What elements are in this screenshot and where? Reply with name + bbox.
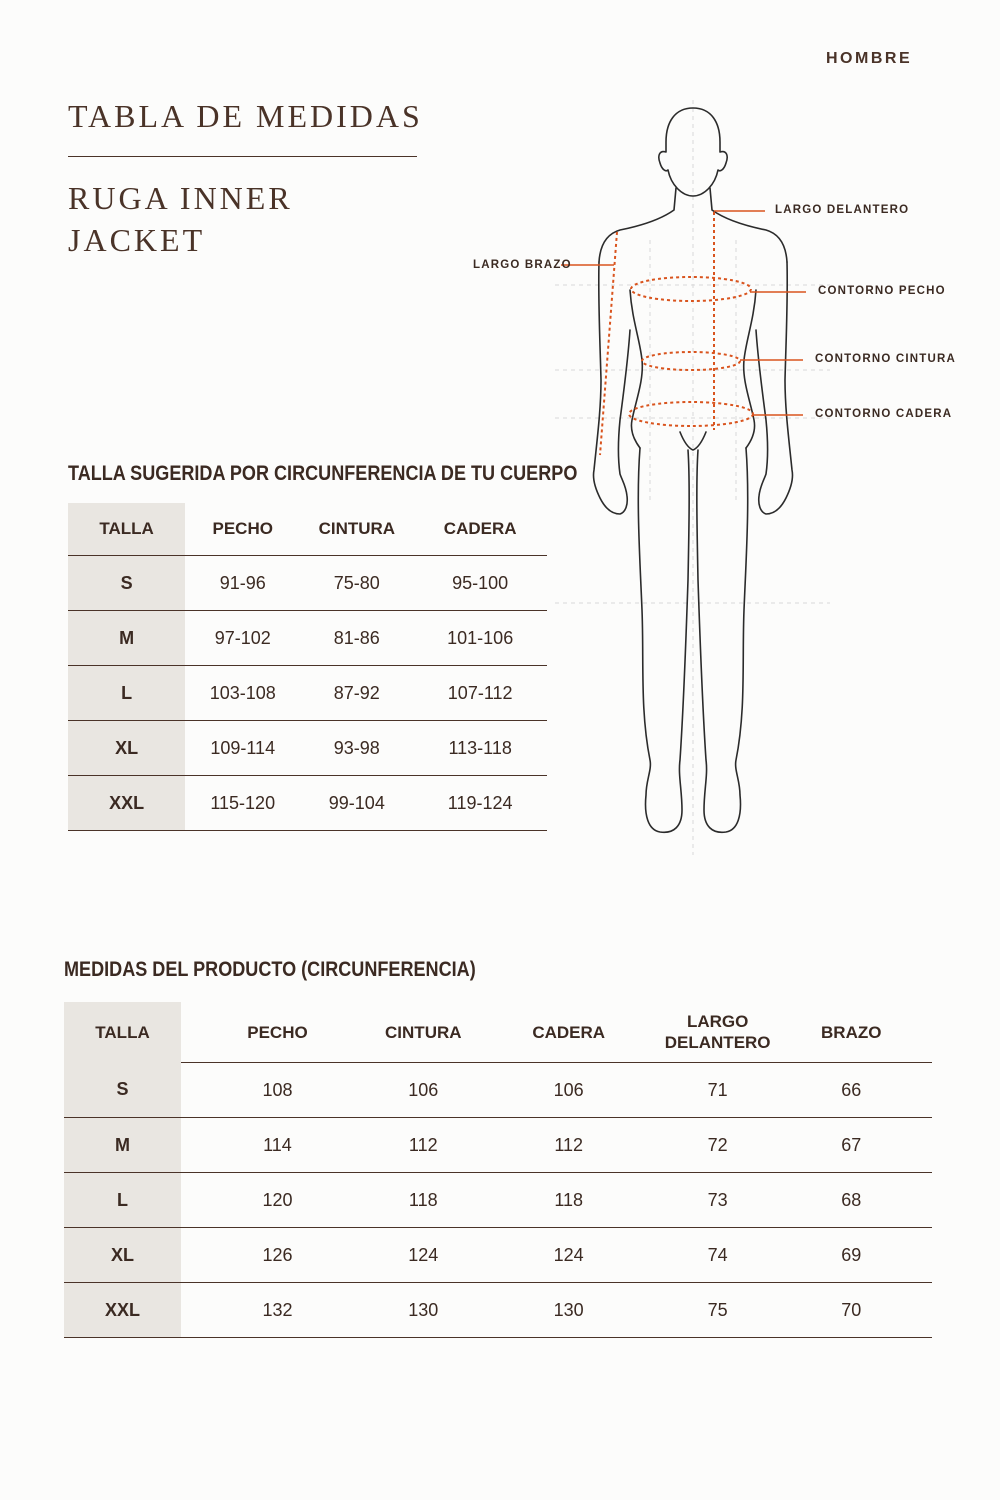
size-cell: XL — [64, 1228, 181, 1283]
size-cell: S — [64, 1063, 181, 1118]
header-talla: TALLA — [68, 503, 185, 556]
pecho-cell: 120 — [181, 1173, 374, 1228]
brazo-cell: 67 — [771, 1118, 932, 1173]
table-row — [68, 556, 547, 611]
cintura-cell: 106 — [374, 1063, 473, 1118]
size-cell: S — [68, 556, 185, 611]
cintura-cell: 124 — [374, 1228, 473, 1283]
pecho-cell: 114 — [181, 1118, 374, 1173]
largo-cell: 72 — [665, 1118, 771, 1173]
header-talla: TALLA — [64, 1002, 181, 1063]
label-largo-delantero: LARGO DELANTERO — [775, 204, 910, 216]
size-cell: XL — [68, 721, 185, 776]
size-cell: L — [68, 666, 185, 721]
pecho-cell: 103-108 — [185, 666, 300, 721]
table-row — [68, 666, 547, 721]
cadera-cell: 113-118 — [413, 721, 547, 776]
table-row — [68, 776, 547, 831]
pecho-cell: 97-102 — [185, 611, 300, 666]
product-name-line2: JACKET — [68, 222, 206, 258]
brazo-cell: 70 — [771, 1283, 932, 1338]
table-row — [64, 1063, 932, 1118]
cadera-cell: 119-124 — [413, 776, 547, 831]
header-cadera: CADERA — [473, 1002, 665, 1063]
label-contorno-cintura: CONTORNO CINTURA — [815, 353, 957, 365]
pecho-cell: 91-96 — [185, 556, 300, 611]
size-cell: XXL — [68, 776, 185, 831]
cadera-cell: 107-112 — [413, 666, 547, 721]
cadera-cell: 118 — [473, 1173, 665, 1228]
size-cell: M — [64, 1118, 181, 1173]
header-brazo: BRAZO — [771, 1002, 932, 1063]
pecho-cell: 126 — [181, 1228, 374, 1283]
cadera-cell: 101-106 — [413, 611, 547, 666]
header-pecho: PECHO — [181, 1002, 374, 1063]
cintura-cell: 87-92 — [300, 666, 413, 721]
product-table-title: MEDIDAS DEL PRODUCTO (CIRCUNFERENCIA) — [64, 958, 476, 981]
table-header-row — [64, 1002, 932, 1063]
gender-label: HOMBRE — [826, 50, 913, 67]
cadera-cell: 95-100 — [413, 556, 547, 611]
title-divider — [68, 156, 417, 157]
table-row — [64, 1118, 932, 1173]
cadera-cell: 112 — [473, 1118, 665, 1173]
header-largo-line2: DELANTERO — [664, 1033, 771, 1052]
brazo-cell: 66 — [771, 1063, 932, 1118]
label-contorno-pecho: CONTORNO PECHO — [818, 285, 946, 297]
cintura-cell: 75-80 — [300, 556, 413, 611]
cintura-cell: 118 — [374, 1173, 473, 1228]
product-name-line1: RUGA INNER — [68, 180, 293, 216]
header-cintura: CINTURA — [300, 503, 413, 556]
page-title: TABLA DE MEDIDAS — [68, 98, 423, 134]
brazo-cell: 68 — [771, 1173, 932, 1228]
pecho-cell: 132 — [181, 1283, 374, 1338]
cadera-cell: 106 — [473, 1063, 665, 1118]
table-row — [64, 1283, 932, 1338]
table-row — [68, 721, 547, 776]
cintura-cell: 99-104 — [300, 776, 413, 831]
brazo-cell: 69 — [771, 1228, 932, 1283]
label-contorno-cadera: CONTORNO CADERA — [815, 408, 953, 420]
table-row — [64, 1173, 932, 1228]
header-cadera: CADERA — [413, 503, 547, 556]
size-cell: L — [64, 1173, 181, 1228]
largo-cell: 74 — [665, 1228, 771, 1283]
table-header-row — [68, 503, 547, 556]
cadera-cell: 130 — [473, 1283, 665, 1338]
cadera-cell: 124 — [473, 1228, 665, 1283]
header-largo-line1: LARGO — [686, 1012, 749, 1031]
cintura-cell: 130 — [374, 1283, 473, 1338]
product-measurements-table — [64, 1002, 932, 1338]
body-size-table — [68, 503, 547, 831]
header-pecho: PECHO — [185, 503, 300, 556]
size-cell: M — [68, 611, 185, 666]
cintura-cell: 112 — [374, 1118, 473, 1173]
cintura-cell: 93-98 — [300, 721, 413, 776]
table-row — [64, 1228, 932, 1283]
table-row — [68, 611, 547, 666]
pecho-cell: 115-120 — [185, 776, 300, 831]
size-cell: XXL — [64, 1283, 181, 1338]
cintura-cell: 81-86 — [300, 611, 413, 666]
pecho-cell: 109-114 — [185, 721, 300, 776]
largo-cell: 75 — [665, 1283, 771, 1338]
label-largo-brazo: LARGO BRAZO — [473, 259, 572, 271]
header-largo-delantero — [665, 1002, 771, 1063]
largo-cell: 73 — [665, 1173, 771, 1228]
largo-cell: 71 — [665, 1063, 771, 1118]
header-cintura: CINTURA — [374, 1002, 473, 1063]
pecho-cell: 108 — [181, 1063, 374, 1118]
body-size-table-title: TALLA SUGERIDA POR CIRCUNFERENCIA DE TU CUERPO — [68, 462, 578, 485]
